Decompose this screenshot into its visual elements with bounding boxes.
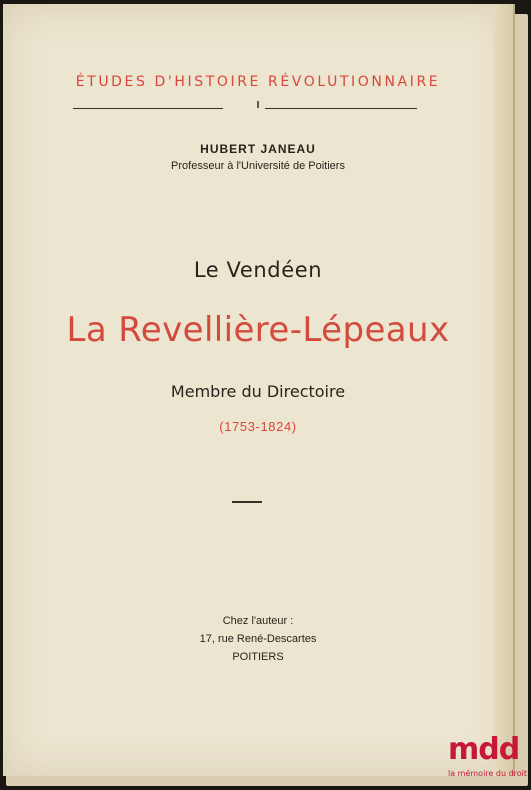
logo-tagline: la mémoire du droit xyxy=(448,769,528,778)
subtitle: Membre du Directoire xyxy=(170,382,346,401)
cover-page xyxy=(3,4,515,776)
title-prefix: Le Vendéen xyxy=(193,258,323,282)
mdd-logo xyxy=(444,732,529,787)
publisher-line-1: Chez l'auteur : xyxy=(222,615,294,627)
publisher-city: POITIERS xyxy=(232,651,284,663)
main-title: La Revellière-Lépeaux xyxy=(66,310,450,350)
logo-mark: mdd xyxy=(448,732,520,767)
author-affiliation: Professeur à l'Université de Poitiers xyxy=(171,160,345,172)
series-rule-right xyxy=(265,108,417,109)
volume-number: I xyxy=(256,100,260,111)
divider xyxy=(232,501,262,503)
author-name: HUBERT JANEAU xyxy=(200,142,316,156)
series-title: ÉTUDES D'HISTOIRE RÉVOLUTIONNAIRE xyxy=(75,74,441,90)
publisher-address: 17, rue René-Descartes xyxy=(199,633,317,645)
life-dates: (1753-1824) xyxy=(219,419,297,434)
